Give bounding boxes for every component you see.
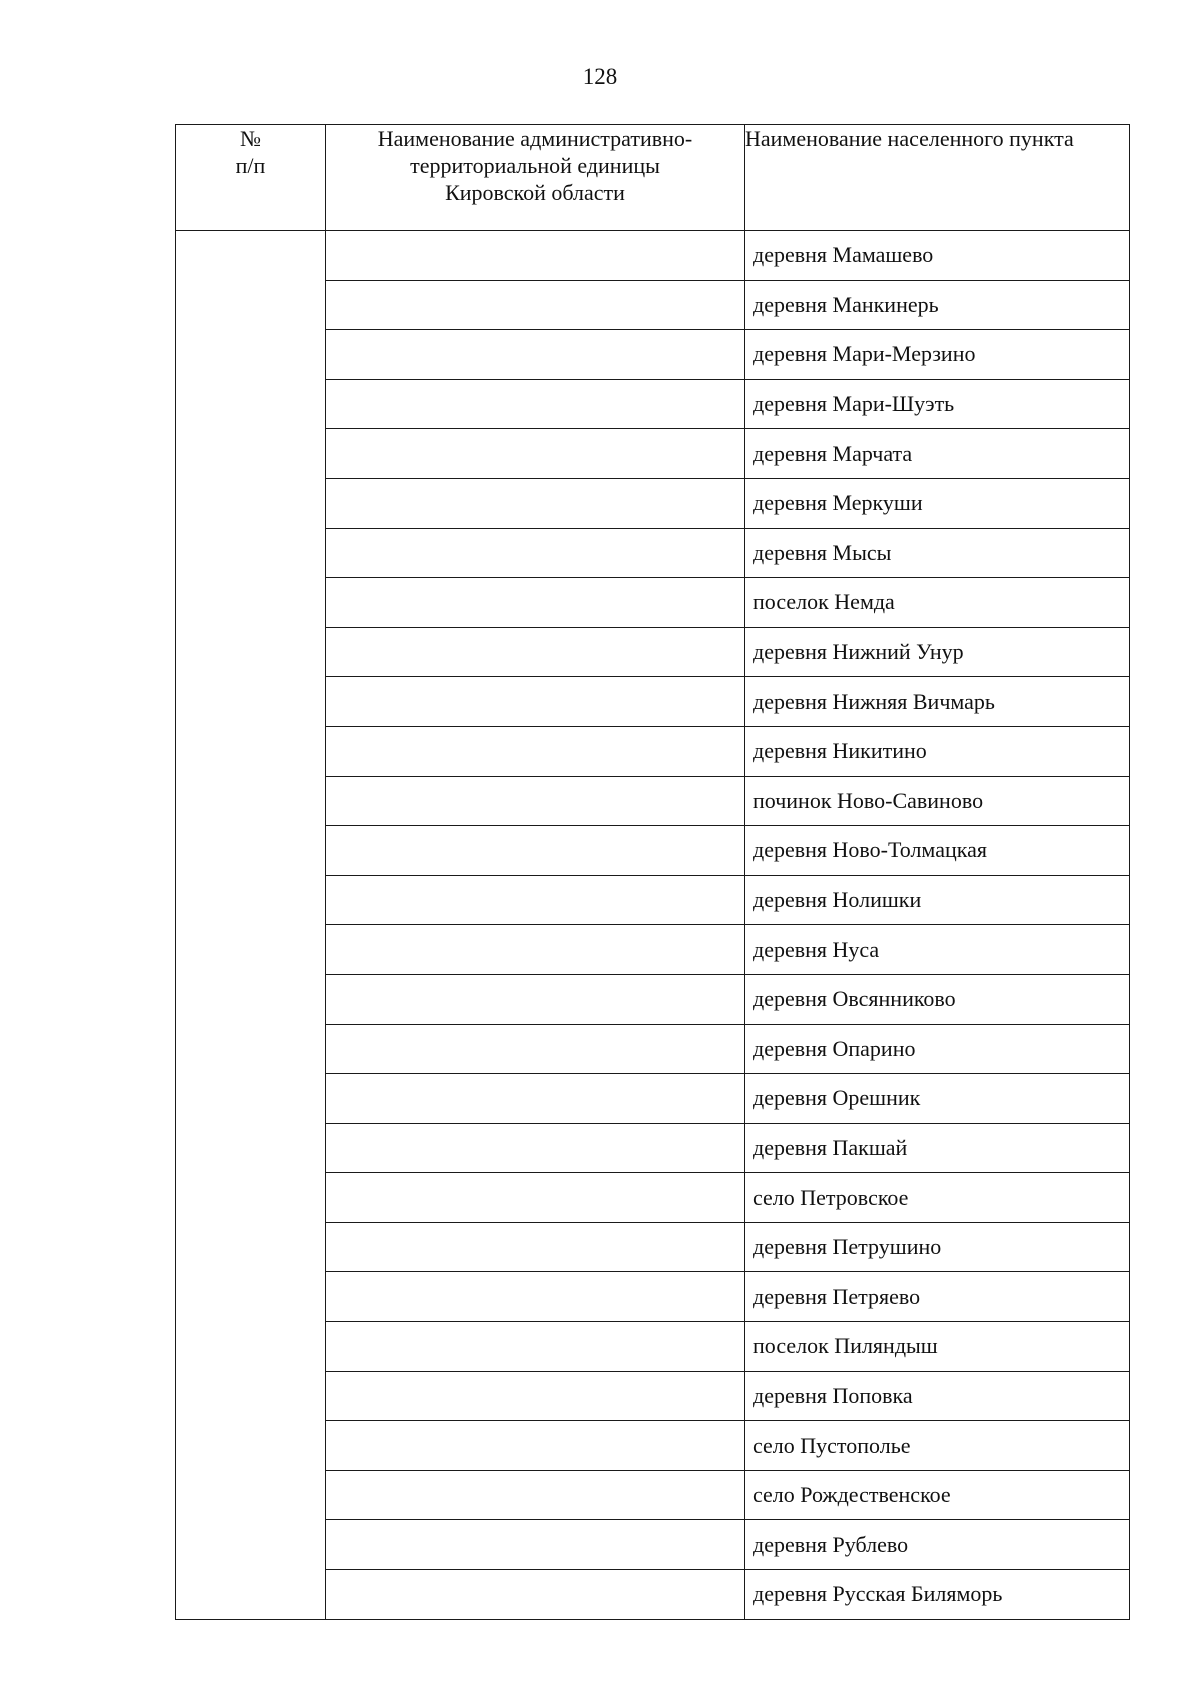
row-unit-cell: [326, 1173, 745, 1223]
table-row: [176, 1570, 1130, 1620]
page-number: 128: [582, 64, 618, 89]
row-settlement-name: село Рождественское: [745, 1470, 1130, 1520]
row-number-cell: [176, 1322, 326, 1372]
row-number-cell: [176, 1272, 326, 1322]
row-unit-cell: [326, 677, 745, 727]
row-number-cell: [176, 330, 326, 380]
row-number-cell: [176, 677, 326, 727]
row-number-cell: [176, 280, 326, 330]
table-row: [176, 1371, 1130, 1421]
header-number-line2: п/п: [235, 153, 266, 178]
row-number-cell: [176, 875, 326, 925]
row-unit-cell: [326, 1272, 745, 1322]
table-row: [176, 330, 1130, 380]
row-number-cell: [176, 627, 326, 677]
table-row: [176, 528, 1130, 578]
table-row: [176, 280, 1130, 330]
header-number-column: [176, 125, 326, 231]
row-number-cell: [176, 1074, 326, 1124]
row-number-cell: [176, 478, 326, 528]
row-number-cell: [176, 1371, 326, 1421]
row-number-cell: [176, 1520, 326, 1570]
row-settlement-name: деревня Овсянниково: [745, 974, 1130, 1024]
table-body: [176, 231, 1130, 1620]
row-number-cell: [176, 974, 326, 1024]
table-row: [176, 231, 1130, 281]
row-number-cell: [176, 1123, 326, 1173]
row-settlement-name: село Петровское: [745, 1173, 1130, 1223]
row-number-cell: [176, 578, 326, 628]
row-settlement-name: деревня Пакшай: [745, 1123, 1130, 1173]
row-number-cell: [176, 1173, 326, 1223]
row-settlement-name: деревня Мари-Мерзино: [745, 330, 1130, 380]
row-unit-cell: [326, 330, 745, 380]
table-row: [176, 1173, 1130, 1223]
row-settlement-name: деревня Петрушино: [745, 1222, 1130, 1272]
header-number-line1: №: [240, 126, 261, 151]
row-number-cell: [176, 1024, 326, 1074]
row-settlement-name: деревня Рублево: [745, 1520, 1130, 1570]
table-row: [176, 578, 1130, 628]
row-settlement-name: деревня Поповка: [745, 1371, 1130, 1421]
row-unit-cell: [326, 726, 745, 776]
row-number-cell: [176, 379, 326, 429]
row-number-cell: [176, 1421, 326, 1471]
row-settlement-name: деревня Русская Биляморь: [745, 1570, 1130, 1620]
row-number-cell: [176, 826, 326, 876]
table-header: [176, 125, 1130, 231]
table-row: [176, 875, 1130, 925]
row-settlement-name: деревня Опарино: [745, 1024, 1130, 1074]
row-number-cell: [176, 925, 326, 975]
row-number-cell: [176, 1470, 326, 1520]
table-row: [176, 677, 1130, 727]
header-row: [176, 125, 1130, 231]
row-unit-cell: [326, 231, 745, 281]
header-unit-line3: Кировской области: [445, 180, 625, 205]
row-unit-cell: [326, 1222, 745, 1272]
row-settlement-name: деревня Никитино: [745, 726, 1130, 776]
table-row: [176, 1421, 1130, 1471]
row-unit-cell: [326, 1520, 745, 1570]
row-number-cell: [176, 231, 326, 281]
table-row: [176, 776, 1130, 826]
settlements-table: [175, 124, 1130, 1620]
table-row: [176, 1322, 1130, 1372]
table-row: [176, 1222, 1130, 1272]
row-unit-cell: [326, 478, 745, 528]
row-settlement-name: деревня Мамашево: [745, 231, 1130, 281]
table-row: [176, 1123, 1130, 1173]
row-settlement-name: деревня Мысы: [745, 528, 1130, 578]
table-row: [176, 925, 1130, 975]
header-unit-line2: территориальной единицы: [410, 153, 660, 178]
row-unit-cell: [326, 1570, 745, 1620]
header-unit-column: [326, 125, 745, 231]
row-unit-cell: [326, 578, 745, 628]
row-unit-cell: [326, 1421, 745, 1471]
table-row: [176, 826, 1130, 876]
row-number-cell: [176, 726, 326, 776]
row-unit-cell: [326, 826, 745, 876]
row-unit-cell: [326, 280, 745, 330]
row-unit-cell: [326, 528, 745, 578]
header-unit-line1: Наименование административно-: [377, 126, 693, 151]
row-settlement-name: деревня Нижняя Вичмарь: [745, 677, 1130, 727]
table-row: [176, 379, 1130, 429]
row-settlement-name: деревня Петряево: [745, 1272, 1130, 1322]
row-settlement-name: поселок Пиляндыш: [745, 1322, 1130, 1372]
table-row: [176, 478, 1130, 528]
row-settlement-name: деревня Меркуши: [745, 478, 1130, 528]
row-settlement-name: деревня Марчата: [745, 429, 1130, 479]
row-unit-cell: [326, 875, 745, 925]
row-unit-cell: [326, 1024, 745, 1074]
row-unit-cell: [326, 429, 745, 479]
row-unit-cell: [326, 1074, 745, 1124]
table-row: [176, 1074, 1130, 1124]
table-row: [176, 1024, 1130, 1074]
row-settlement-name: деревня Нуса: [745, 925, 1130, 975]
row-settlement-name: починок Ново-Савиново: [745, 776, 1130, 826]
table-row: [176, 429, 1130, 479]
row-unit-cell: [326, 379, 745, 429]
row-unit-cell: [326, 627, 745, 677]
row-number-cell: [176, 528, 326, 578]
row-settlement-name: деревня Орешник: [745, 1074, 1130, 1124]
row-unit-cell: [326, 1123, 745, 1173]
row-unit-cell: [326, 776, 745, 826]
table-row: [176, 1470, 1130, 1520]
row-number-cell: [176, 1570, 326, 1620]
row-unit-cell: [326, 1470, 745, 1520]
header-settlement-column: Наименование населенного пункта: [745, 125, 1130, 231]
row-settlement-name: деревня Мари-Шуэть: [745, 379, 1130, 429]
row-settlement-name: деревня Нижний Унур: [745, 627, 1130, 677]
row-settlement-name: село Пустополье: [745, 1421, 1130, 1471]
table-row: [176, 1272, 1130, 1322]
row-unit-cell: [326, 925, 745, 975]
row-number-cell: [176, 429, 326, 479]
row-number-cell: [176, 776, 326, 826]
row-settlement-name: деревня Ново-Толмацкая: [745, 826, 1130, 876]
row-number-cell: [176, 1222, 326, 1272]
table-row: [176, 1520, 1130, 1570]
row-unit-cell: [326, 1371, 745, 1421]
row-settlement-name: поселок Немда: [745, 578, 1130, 628]
table-row: [176, 974, 1130, 1024]
row-settlement-name: деревня Манкинерь: [745, 280, 1130, 330]
row-settlement-name: деревня Нолишки: [745, 875, 1130, 925]
row-unit-cell: [326, 974, 745, 1024]
table-row: [176, 627, 1130, 677]
row-unit-cell: [326, 1322, 745, 1372]
table-row: [176, 726, 1130, 776]
